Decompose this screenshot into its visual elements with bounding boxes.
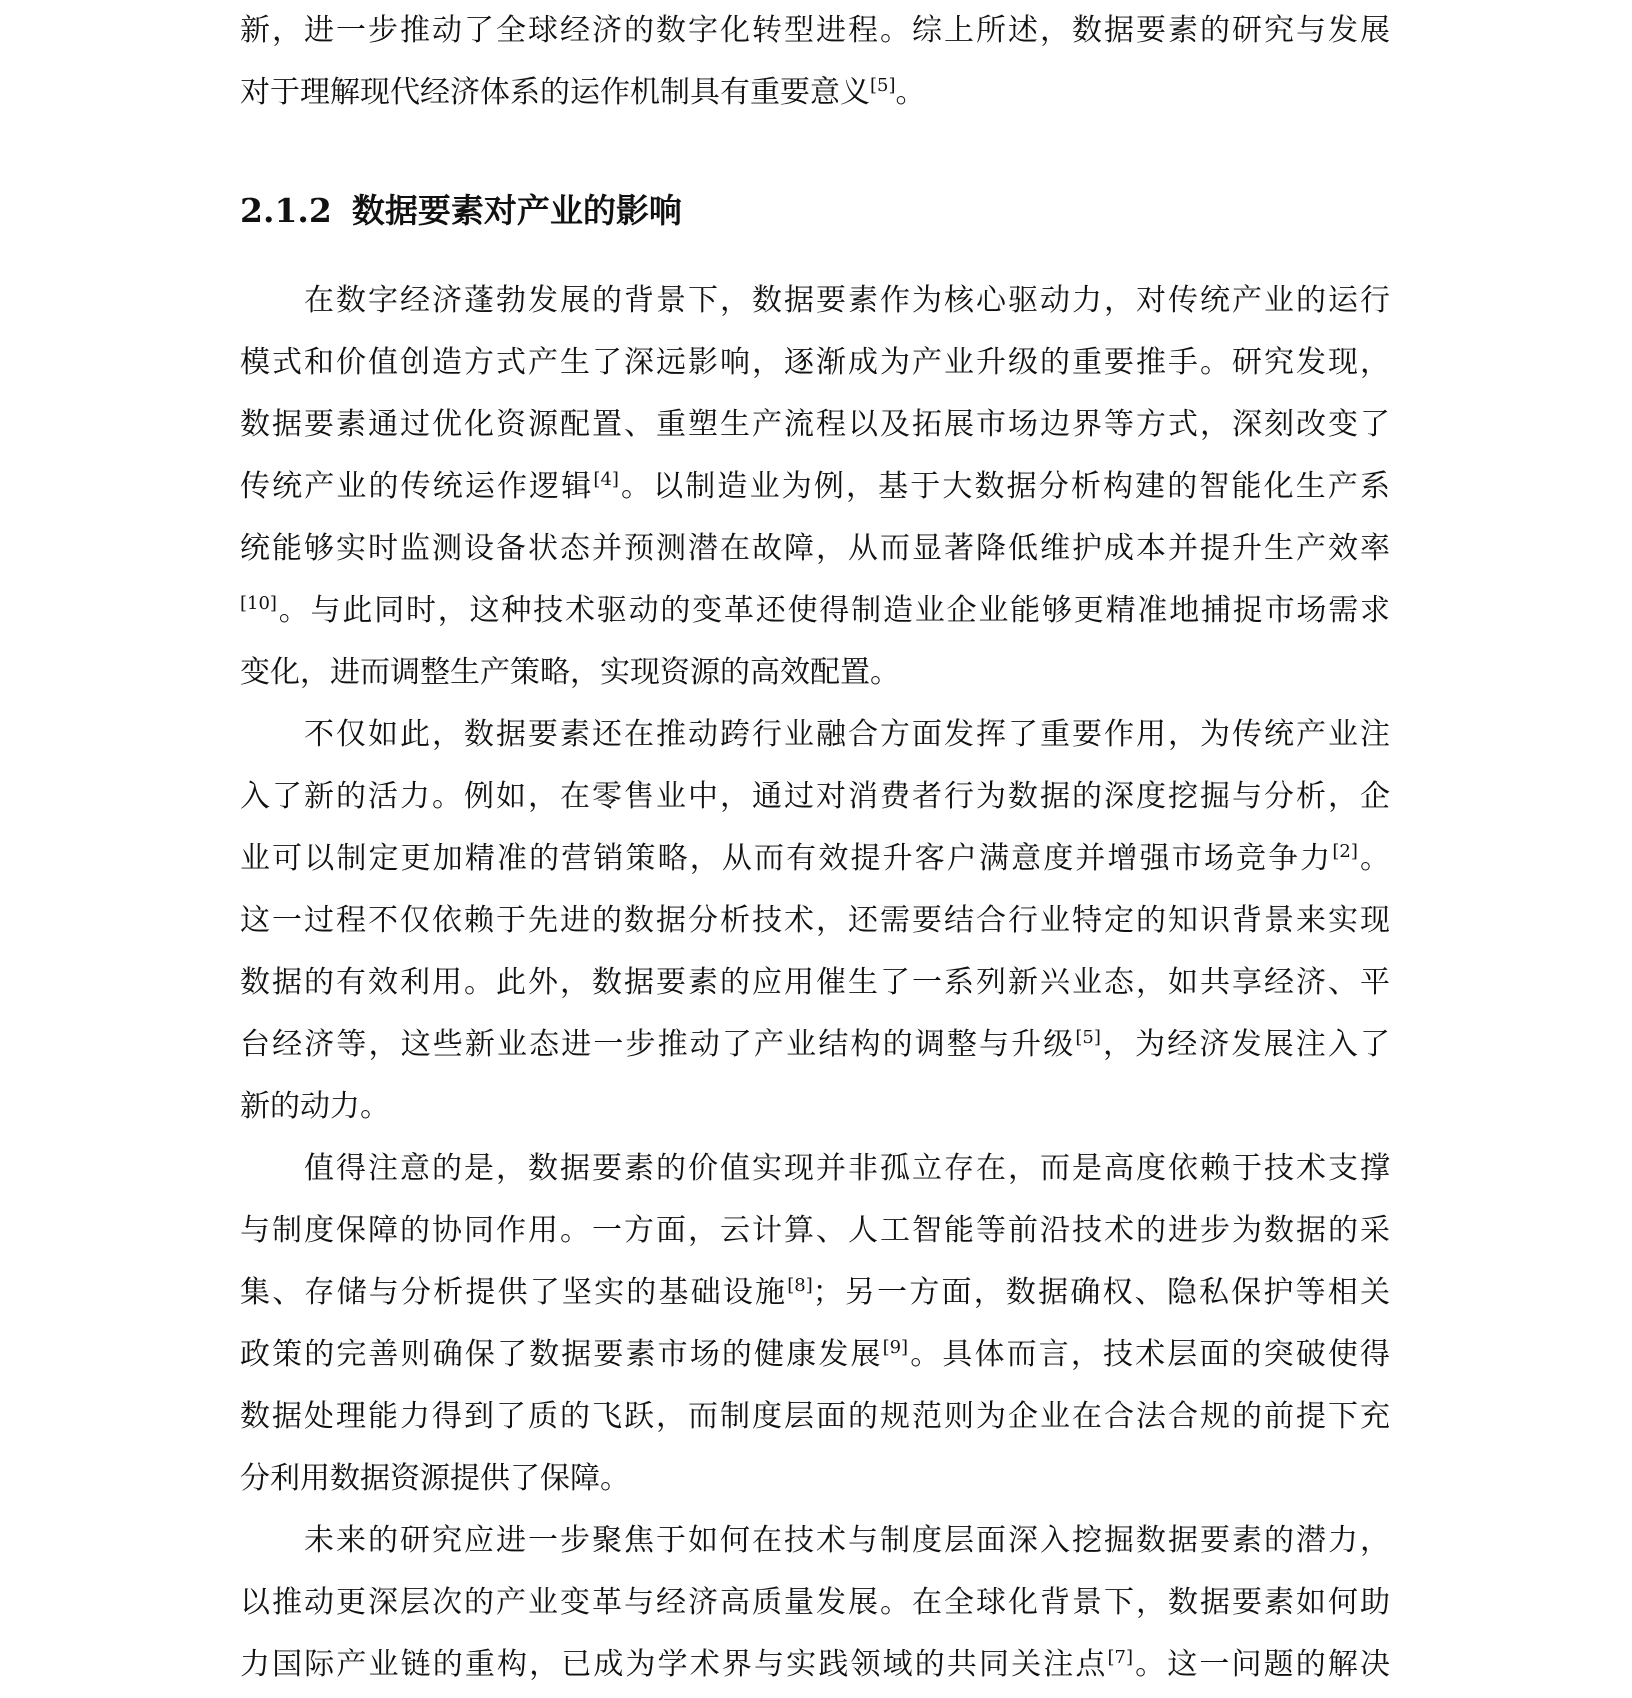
paragraph-line — [240, 518, 1390, 580]
intro-line — [240, 0, 1390, 62]
citation: [10] — [240, 593, 277, 614]
line-text: 不仅如此，数据要素还在推动跨行业融合方面发挥了重要作用，为传统产业注 — [304, 717, 1390, 752]
paragraph — [240, 1510, 1390, 1696]
line-text: 数据要素通过优化资源配置、重塑生产流程以及拓展市场边界等方式，深刻改变了 — [240, 407, 1390, 442]
paragraph — [240, 270, 1390, 704]
citation: [4] — [593, 469, 619, 490]
line-text: 统能够实时监测设备状态并预测潜在故障，从而显著降低维护成本并提升生产效率 — [240, 531, 1390, 566]
line-text: 分利用数据资源提供了保障。 — [240, 1461, 630, 1496]
line-text-after: 。具体而言，技术层面的突破使得 — [908, 1337, 1391, 1372]
section-heading — [240, 180, 682, 242]
paragraph-line — [240, 1138, 1390, 1200]
line-text: 数据的有效利用。此外，数据要素的应用催生了一系列新兴业态，如共享经济、平 — [240, 965, 1390, 1000]
line-text: 未来的研究应进一步聚焦于如何在技术与制度层面深入挖掘数据要素的潜力， — [304, 1523, 1390, 1558]
paragraph-line — [240, 1076, 1390, 1138]
line-text: 台经济等，这些新业态进一步推动了产业结构的调整与升级 — [240, 1027, 1076, 1062]
paragraph-line — [240, 952, 1390, 1014]
paragraph-line — [240, 1014, 1390, 1076]
line-text: 这一过程不仅依赖于先进的数据分析技术，还需要结合行业特定的知识背景来实现 — [240, 903, 1390, 938]
paragraph-line — [240, 704, 1390, 766]
paragraph-line — [240, 1324, 1390, 1386]
paragraph-line — [240, 456, 1390, 518]
line-text: 数据处理能力得到了质的飞跃，而制度层面的规范则为企业在合法合规的前提下充 — [240, 1399, 1390, 1434]
line-text-after: ，为经济发展注入了 — [1100, 1027, 1391, 1062]
line-text: 业可以制定更加精准的营销策略，从而有效提升客户满意度并增强市场竞争力 — [240, 841, 1333, 876]
citation: [7] — [1107, 1647, 1133, 1668]
citation: [5] — [1075, 1027, 1101, 1048]
citation: [2] — [1332, 841, 1358, 862]
line-text: 在数字经济蓬勃发展的背景下，数据要素作为核心驱动力，对传统产业的运行 — [304, 283, 1390, 318]
citation: [5] — [870, 75, 896, 96]
line-text: 值得注意的是，数据要素的价值实现并非孤立存在，而是高度依赖于技术支撑 — [304, 1151, 1390, 1186]
paragraph-line — [240, 1510, 1390, 1572]
line-text-after: 。这一问题的解决 — [1132, 1647, 1391, 1682]
paragraph — [240, 704, 1390, 1138]
line-text: 新的动力。 — [240, 1089, 390, 1124]
line-text: 传统产业的传统运作逻辑 — [240, 469, 594, 504]
intro-paragraph — [240, 0, 1390, 124]
paragraph-line — [240, 1200, 1390, 1262]
paragraph — [240, 1138, 1390, 1510]
citation: [9] — [882, 1337, 909, 1358]
line-text-after: ；另一方面，数据确权、隐私保护等相关 — [812, 1275, 1390, 1310]
line-text: 新，进一步推动了全球经济的数字化转型进程。综上所述，数据要素的研究与发展 — [240, 13, 1390, 48]
paragraph-line — [240, 642, 1390, 704]
paragraph-line — [240, 580, 1390, 642]
paragraph-line — [240, 1634, 1390, 1696]
intro-line — [240, 62, 1390, 124]
line-text: 政策的完善则确保了数据要素市场的健康发展 — [240, 1337, 883, 1372]
line-text-after: 。 — [1357, 841, 1391, 876]
line-text: 变化，进而调整生产策略，实现资源的高效配置。 — [240, 655, 900, 690]
line-text: 集、存储与分析提供了坚实的基础设施 — [240, 1275, 788, 1310]
line-text: 以推动更深层次的产业变革与经济高质量发展。在全球化背景下，数据要素如何助 — [240, 1585, 1390, 1620]
paragraph-line — [240, 766, 1390, 828]
paragraph-line — [240, 828, 1390, 890]
section-number: 2.1.2 — [240, 191, 332, 230]
line-text: 力国际产业链的重构，已成为学术界与实践领域的共同关注点 — [240, 1647, 1108, 1682]
line-text-after: 。 — [895, 75, 926, 110]
paragraph-line — [240, 1448, 1390, 1510]
paragraph-line — [240, 1572, 1390, 1634]
line-text: 入了新的活力。例如，在零售业中，通过对消费者行为数据的深度挖掘与分析，企 — [240, 779, 1390, 814]
line-text: 与制度保障的协同作用。一方面，云计算、人工智能等前沿技术的进步为数据的采 — [240, 1213, 1390, 1248]
line-text-after: 。以制造业为例，基于大数据分析构建的智能化生产系 — [618, 469, 1391, 504]
citation: [8] — [787, 1275, 813, 1296]
line-text-after: 。与此同时，这种技术驱动的变革还使得制造业企业能够更精准地捕捉市场需求 — [276, 593, 1390, 628]
paragraph-line — [240, 1262, 1390, 1324]
section-title: 数据要素对产业的影响 — [351, 191, 682, 230]
paragraph-line — [240, 332, 1390, 394]
line-text: 模式和价值创造方式产生了深远影响，逐渐成为产业升级的重要推手。研究发现， — [240, 345, 1390, 380]
paragraph-line — [240, 1386, 1390, 1448]
paragraph-line — [240, 270, 1390, 332]
paragraph-line — [240, 394, 1390, 456]
paragraph-line — [240, 890, 1390, 952]
line-text: 对于理解现代经济体系的运作机制具有重要意义 — [240, 75, 870, 110]
